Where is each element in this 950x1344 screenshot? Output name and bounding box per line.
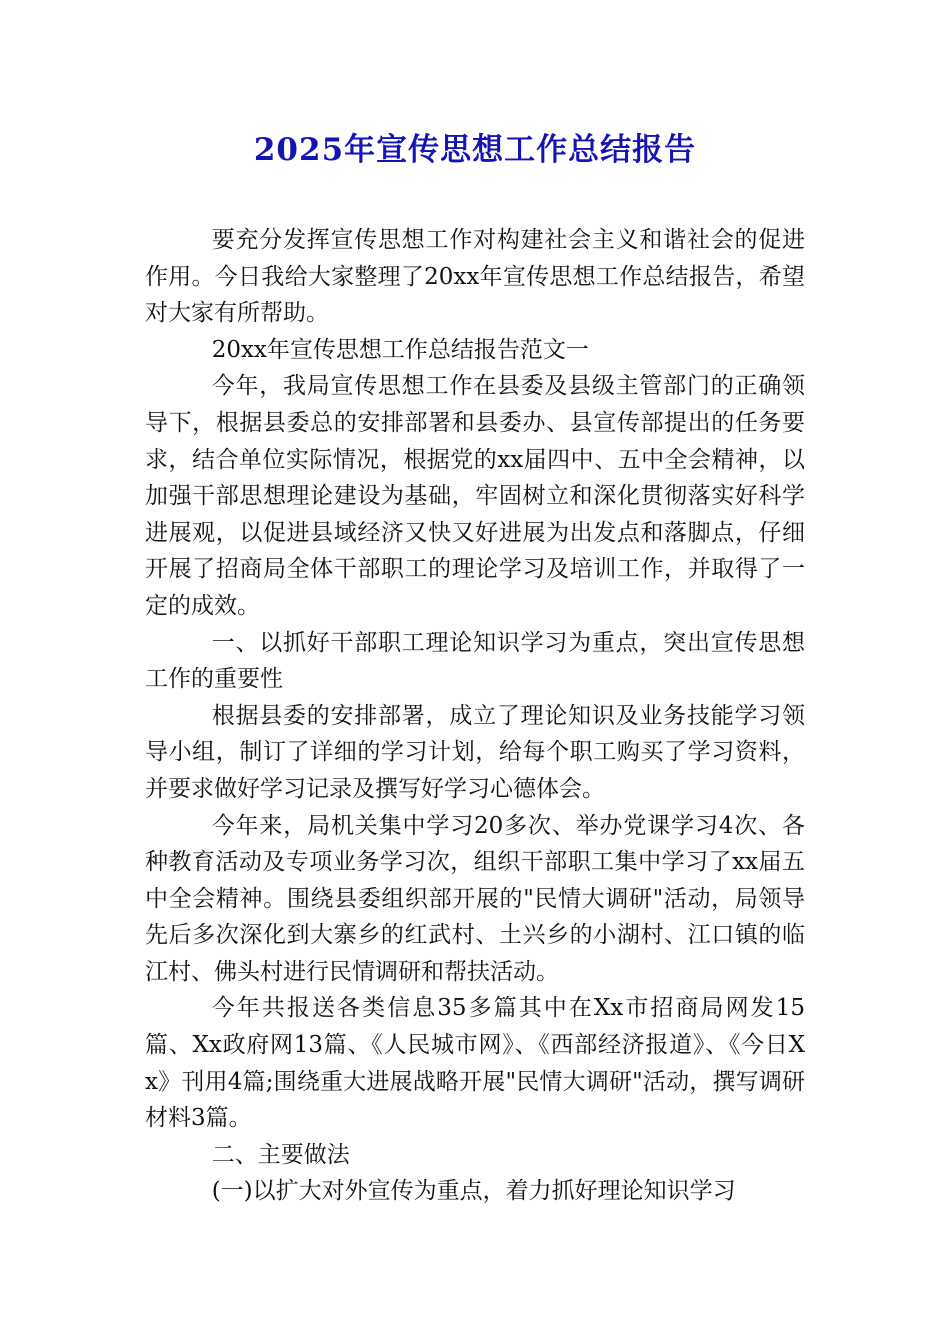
paragraph-information: 今年共报送各类信息35多篇其中在Xx市招商局网发15篇、Xx政府网13篇、《人民城市网》、《西部经济报道》、《今日Xx》刊用4篇;围绕重大进展战略开展"民情大调研"活动，撰写调研材料3篇。: [145, 995, 805, 1132]
paragraph-heading-2: 二、主要做法: [211, 1141, 350, 1168]
document-title: 2025年宣传思想工作总结报告: [253, 132, 697, 168]
paragraph-subtitle: 20xx年宣传思想工作总结报告范文一: [211, 336, 589, 363]
paragraph-overview: 今年，我局宣传思想工作在县委及县级主管部门的正确领导下，根据县委总的安排部署和县委办、县宣传部提出的任务要求，结合单位实际情况，根据党的xx届四中、五中全会精神，以加强干部思想理论建设为基础，牢固树立和深化贯彻落实好科学进展观，以促进县域经济又快又好进展为出发点和落脚点，仔细开展了招商局全体干部职工的理论学习及培训工作，并取得了一定的成效。: [145, 373, 805, 619]
paragraph-heading-1: 一、以抓好干部职工理论知识学习为重点，突出宣传思想工作的重要性: [145, 629, 805, 693]
paragraph-intro: 要充分发挥宣传思想工作对构建社会主义和谐社会的促进作用。今日我给大家整理了20xx年宣传思想工作总结报告，希望对大家有所帮助。: [145, 227, 805, 327]
paragraph-study-group: 根据县委的安排部署，成立了理论知识及业务技能学习领导小组，制订了详细的学习计划，给每个职工购买了学习资料，并要求做好学习记录及撰写好学习心德体会。: [145, 702, 805, 802]
paragraph-subheading-1: (一)以扩大对外宣传为重点，着力抓好理论知识学习: [211, 1178, 736, 1205]
document-body: [145, 222, 805, 1210]
paragraph-study-activities: 今年来，局机关集中学习20多次、举办党课学习4次、各种教育活动及专项业务学习次，组织干部职工集中学习了xx届五中全会精神。围绕县委组织部开展的"民情大调研"活动，局领导先后多次深化到大寨乡的红武村、土兴乡的小湖村、江口镇的临江村、佛头村进行民情调研和帮扶活动。: [145, 812, 805, 985]
